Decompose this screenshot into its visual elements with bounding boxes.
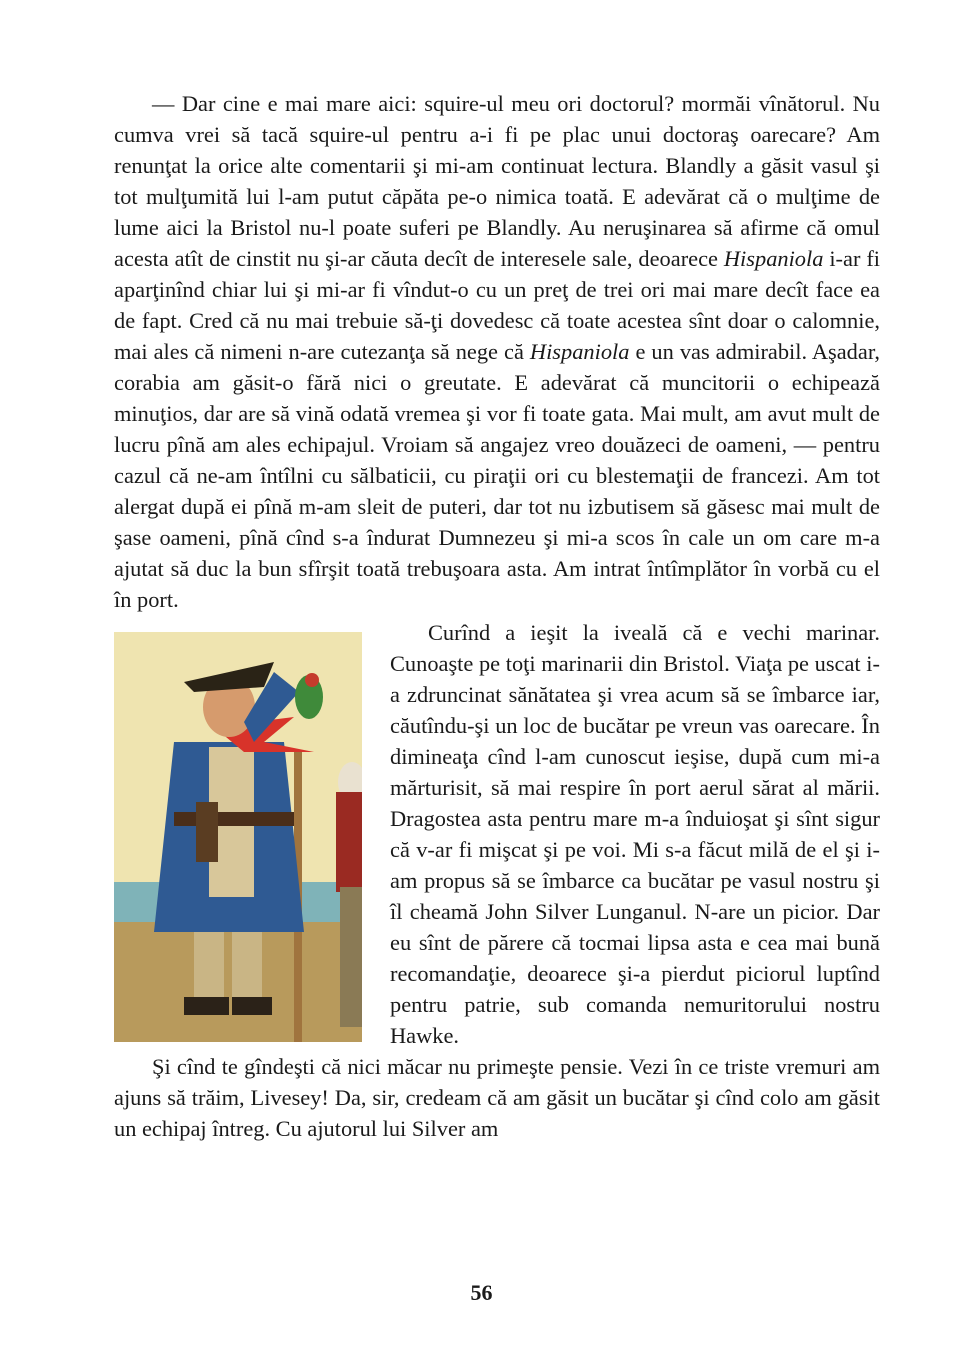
page-number: 56 xyxy=(470,1280,493,1305)
ship-name-italic: Hispaniola xyxy=(529,339,630,364)
illustrated-section xyxy=(114,617,880,1051)
paragraph-1: — Dar cine e mai mare aici: squire-ul meu ori doctorul? mormăi vînătorul. Nu cumva vrei să tacă squire-ul pentru a-i fi pe plac unui doctoraş oarecare? Am renunţat la orice alte comentarii şi mi-am continuat lectura. Blandly a găsit vasul şi tot mulţumită lui l-am putut căpăta pe-o nimica toată. E adevărat că o mulţime de lume aici la Bristol nu-l poate suferi pe Blandly. Au neruşinarea să afirme că omul acesta atît de cinstit nu şi-ar căuta decît de interesele sale, deoarece Hispaniola i-ar fi aparţinînd chiar lui şi mi-ar fi vîndut-o cu un preţ de trei ori mai mare decît face ea de fapt. Cred că nu mai trebuie să-ţi dovedesc că toate acestea sînt doar o calomnie, mai ales că nimeni n-are cutezanţa să nege că Hispaniola e un vas admirabil. Aşadar, corabia am găsit-o fără nici o greutate. E adevărat că muncitorii o echipează minuţios, dar are să vină odată vremea şi vor fi toate gata. Mai mult, am avut mult de lucru pînă am ales echipajul. Vroiam să angajez vreo douăzeci de oameni, — pentru cazul că ne-am întîlni cu sălbaticii, cu piraţii ori cu blestemaţii de francezi. Am tot alergat după ei pînă m-am sleit de puteri, dar tot nu izbutisem să găsesc mai mult de şase oameni, pînă cînd s-a îndurat Dumnezeu şi mi-a scos în cale un om care m-a ajutat să duc la bun sfîrşit toată trebuşoara asta. Am intrat întîmplător în vorbă cu el în port. xyxy=(114,91,880,612)
pirate-illustration xyxy=(114,632,362,1042)
pirate-figure-icon xyxy=(114,632,362,1042)
paragraph-3: Şi cînd te gîndeşti că nici măcar nu primeşte pensie. Vezi în ce triste vremuri am ajuns să trăim, Livesey! Da, sir, credeam că am găsit un bucătar şi cînd colo am găsit un echipaj întreg. Cu ajutorul lui Silver am xyxy=(114,1054,880,1141)
page-body xyxy=(114,88,880,1144)
paragraph-2: Curînd a ieşit la iveală că e vechi marinar. Cunoaşte pe toţi marinarii din Bristol. Viaţa pe uscat i-a zdruncinat sănătatea şi vrea acum să se îmbarce iar, căutîndu-şi un loc de bucătar pe vreun vas oarecare. În dimineaţa cînd l-am cunoscut ieşise, după cum mi-a mărturisit, să mai respire în port aerul sărat al mării. Dragostea asta pentru mare m-a înduioşat şi sînt sigur că v-ar fi mişcat şi pe voi. Mi s-a făcut milă de el şi i-am propus să se îmbarce ca bucătar pe vasul nostru şi îl cheamă John Silver Lunganul. N-are un picior. Dar eu sînt de părere că tocmai lipsa asta e cea mai bună recomandaţie, deoarece şi-a pierdut piciorul luptînd pentru patrie, sub comanda nemuritorului nostru Hawke. xyxy=(390,620,880,1048)
ship-name-italic: Hispaniola xyxy=(723,246,824,271)
